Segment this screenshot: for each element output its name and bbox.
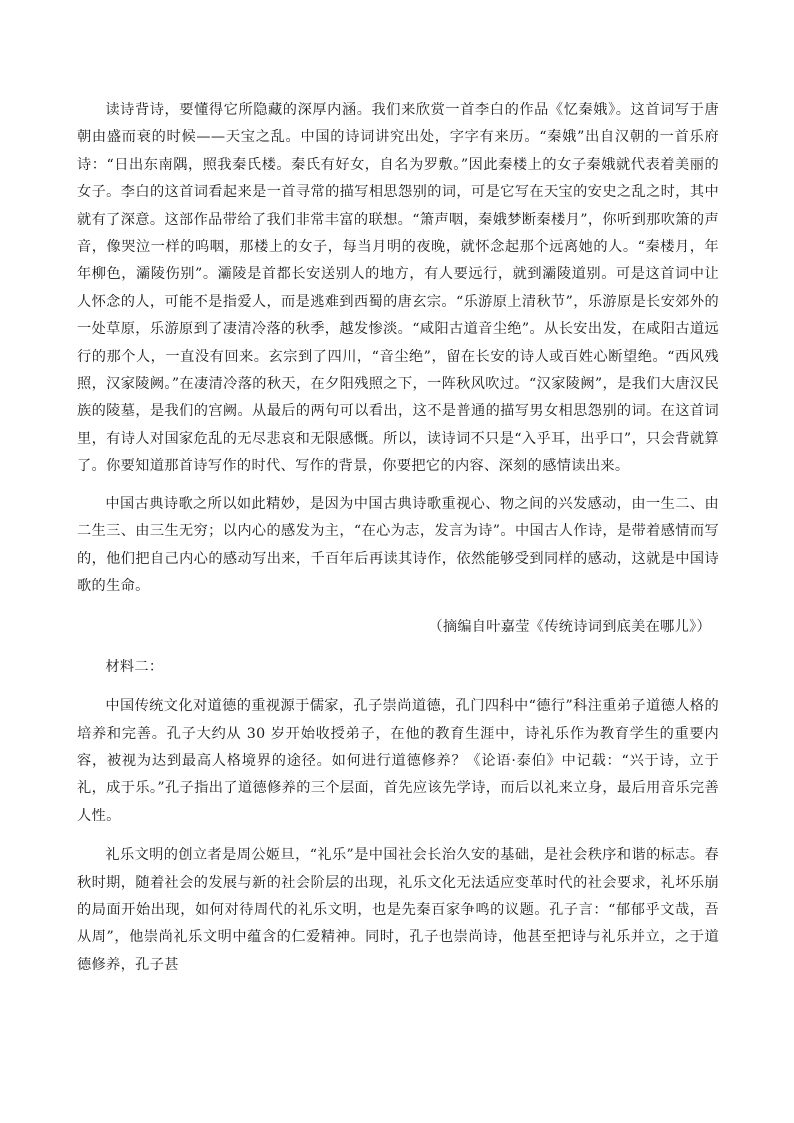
material-two-paragraph-1: 中国传统文化对道德的重视源于儒家，孔子崇尚道德，孔门四科中“德行”科注重弟子道德人格的培养和完善。孔子大约从 30 岁开始收授弟子，在他的教育生涯中，诗礼乐作为教育学生的重要内容，被视为达到最高人格境界的途径。如何进行道德修养？《论语·泰伯》中记载：“兴于诗，立于礼，成于乐。”孔子指出了道德修养的三个层面，首先应该先学诗，而后以礼来立身，最后用音乐完善人性。	[77, 698, 719, 824]
document-page	[77, 97, 719, 979]
material-one-paragraph-1: 读诗背诗，要懂得它所隐藏的深厚内涵。我们来欣赏一首李白的作品《忆秦娥》。这首词写于唐朝由盛而衰的时候——天宝之乱。中国的诗词讲究出处，字字有来历。“秦娥”出自汉朝的一首乐府诗：“日出东南隅，照我秦氏楼。秦氏有好女，自名为罗敷。”因此秦楼上的女子秦娥就代表着美丽的女子。李白的这首词看起来是一首寻常的描写相思怨别的词，可是它写在天宝的安史之乱之时，其中就有了深意。这部作品带给了我们非常丰富的联想。“箫声咽，秦娥梦断秦楼月”，你听到那吹箫的声音，像哭泣一样的呜咽，那楼上的女子，每当月明的夜晚，就怀念起那个远离她的人。“秦楼月，年年柳色，灞陵伤别”。灞陵是首都长安送别人的地方，有人要远行，就到灞陵道别。可是这首词中让人怀念的人，可能不是指爱人，而是逃难到西蜀的唐玄宗。“乐游原上清秋节”，乐游原是长安郊外的一处草原，乐游原到了凄清冷落的秋季，越发惨淡。“咸阳古道音尘绝”。从长安出发，在咸阳古道远行的那个人，一直没有回来。玄宗到了四川，“音尘绝”，留在长安的诗人或百姓心断望绝。“西风残照，汉家陵阙。”在凄清冷落的秋天，在夕阳残照之下，一阵秋风吹过。“汉家陵阙”，是我们大唐汉民族的陵墓，是我们的宫阙。从最后的两句可以看出，这不是普通的描写男女相思怨别的词。在这首词里，有诗人对国家危乱的无尽悲哀和无限感慨。所以，读诗词不只是“入乎耳，出乎口”，只会背就算了。你要知道那首诗写作的时代、写作的背景，你要把它的内容、深刻的感情读出来。	[77, 102, 719, 475]
material-two-paragraph-2: 礼乐文明的创立者是周公姬旦，“礼乐”是中国社会长治久安的基础，是社会秩序和谐的标志。春秋时期，随着社会的发展与新的社会阶层的出现，礼乐文化无法适应变革时代的社会要求，礼坏乐崩的局面开始出现，如何对待周代的礼乐文明，也是先秦百家争鸣的议题。孔子言：“郁郁乎文哉，吾从周”，他崇尚礼乐文明中蕴含的仁爱精神。同时，孔子也崇尚诗，他甚至把诗与礼乐并立，之于道德修养，孔子甚	[77, 847, 719, 973]
material-one-source: （摘编自叶嘉莹《传统诗词到底美在哪儿》）	[428, 619, 711, 636]
material-one-paragraph-2: 中国古典诗歌之所以如此精妙，是因为中国古典诗歌重视心、物之间的兴发感动，由一生二、由二生三、由三生无穷；以内心的感发为主，“在心为志，发言为诗”。中国古人作诗，是带着感情而写的，他们把自己内心的感动写出来，千百年后再读其诗作，依然能够受到同样的感动，这就是中国诗歌的生命。	[77, 495, 719, 594]
material-two-label: 材料二：	[105, 658, 164, 675]
